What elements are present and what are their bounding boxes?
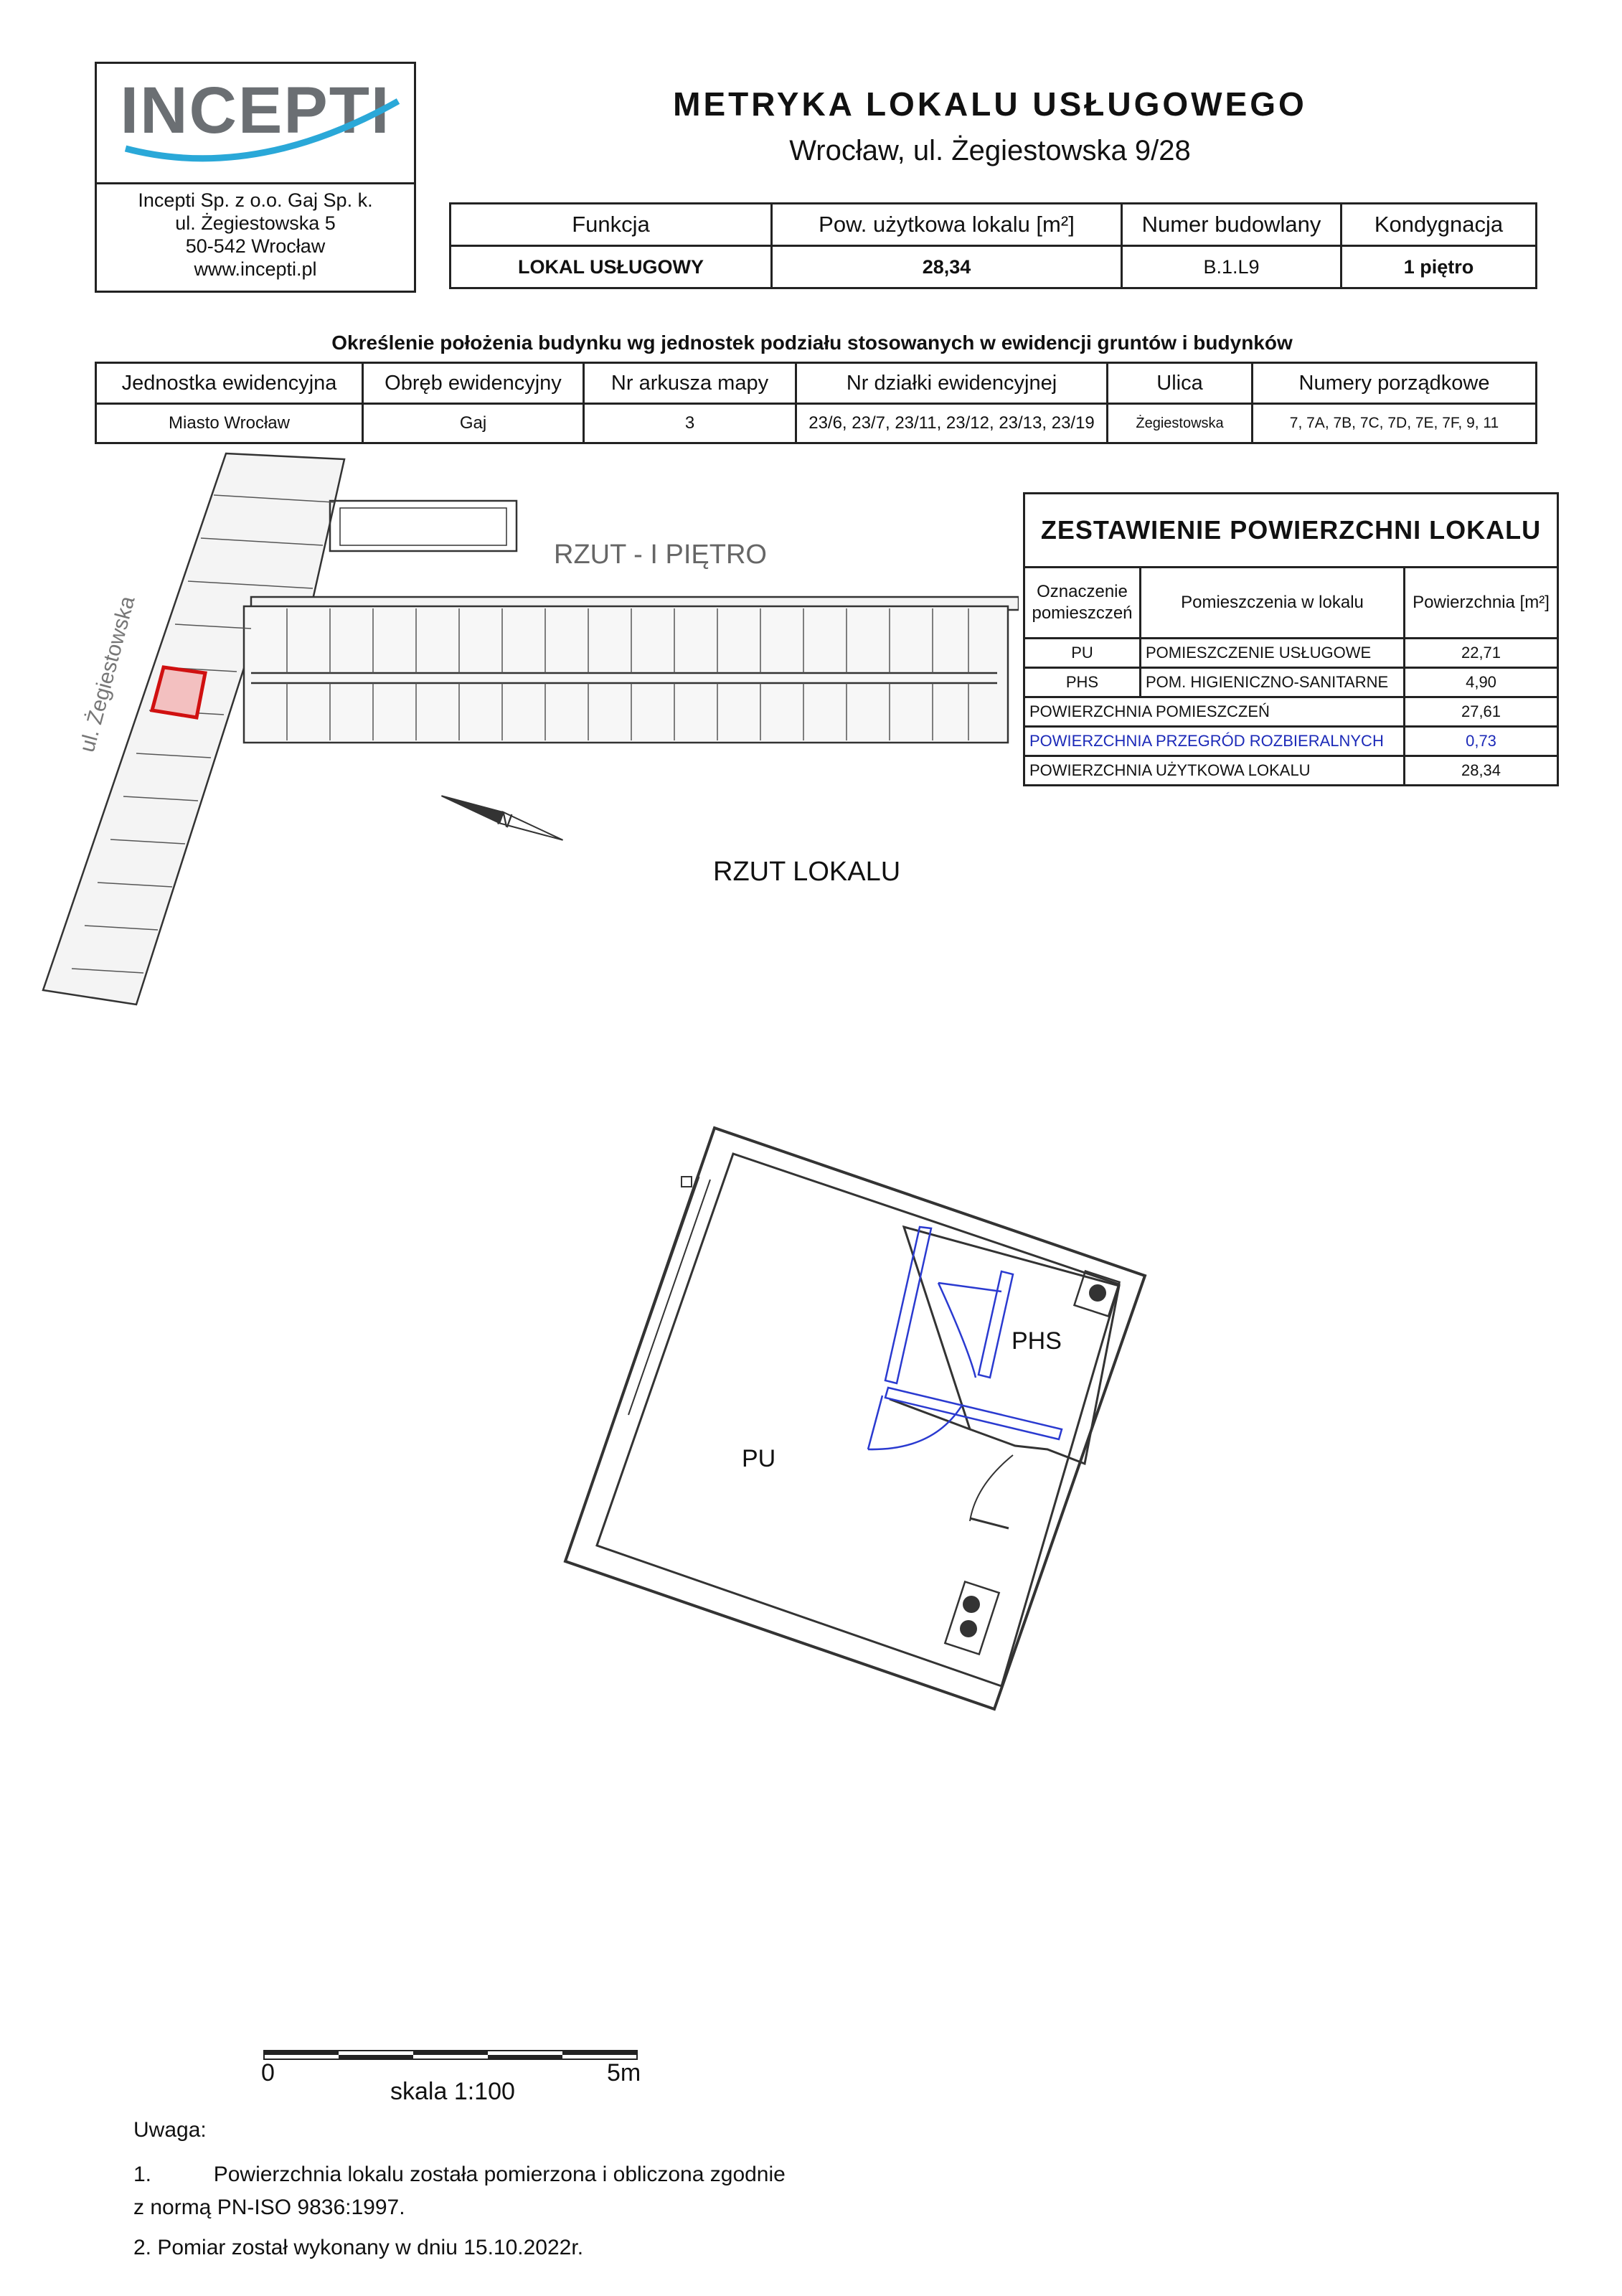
company-city: 50-542 Wrocław xyxy=(185,235,326,257)
room-label-pu: PU xyxy=(742,1445,776,1472)
company-info xyxy=(97,189,414,281)
location-plots: 23/6, 23/7, 23/11, 23/12, 23/13, 23/19 xyxy=(796,404,1108,443)
room-code: PU xyxy=(1024,639,1141,668)
total-partitions-value: 0,73 xyxy=(1405,727,1558,756)
unit-header-function: Funkcja xyxy=(451,204,772,246)
unit-header-floor: Kondygnacja xyxy=(1342,204,1537,246)
location-header-street: Ulica xyxy=(1108,363,1253,404)
unit-area: 28,34 xyxy=(772,246,1122,288)
location-numbers: 7, 7A, 7B, 7C, 7D, 7E, 7F, 9, 11 xyxy=(1253,404,1537,443)
room-label-phs: PHS xyxy=(1012,1327,1062,1355)
location-district: Gaj xyxy=(363,404,584,443)
summary-header-code: Oznaczenie pomieszczeń xyxy=(1024,568,1141,639)
total-rooms-label: POWIERZCHNIA POMIESZCZEŃ xyxy=(1024,697,1405,727)
room-area: 22,71 xyxy=(1405,639,1558,668)
location-header-unit: Jednostka ewidencyjna xyxy=(96,363,363,404)
location-header-sheet: Nr arkusza mapy xyxy=(584,363,796,404)
unit-info-table xyxy=(449,202,1537,289)
area-summary-table xyxy=(1023,492,1559,786)
location-header-numbers: Numery porządkowe xyxy=(1253,363,1537,404)
notes-title: Uwaga: xyxy=(133,2118,207,2142)
note-1-continued: z normą PN-ISO 9836:1997. xyxy=(133,2196,405,2219)
total-usable-label: POWIERZCHNIA UŻYTKOWA LOKALU xyxy=(1024,756,1405,786)
location-unit: Miasto Wrocław xyxy=(96,404,363,443)
total-row xyxy=(1024,727,1558,756)
highlighted-unit-marker xyxy=(152,667,205,718)
page-subtitle: Wrocław, ul. Żegiestowska 9/28 xyxy=(789,135,1191,166)
floor-plan-label: RZUT - I PIĘTRO xyxy=(554,540,767,570)
summary-title: ZESTAWIENIE POWIERZCHNI LOKALU xyxy=(1024,494,1558,568)
svg-text:N: N xyxy=(494,806,516,832)
scale-bar xyxy=(260,2046,647,2082)
table-row xyxy=(1024,668,1558,697)
location-header-district: Obręb ewidencyjny xyxy=(363,363,584,404)
scale-zero: 0 xyxy=(261,2059,275,2086)
building-floor-plan xyxy=(36,445,1019,1019)
notes xyxy=(133,2114,786,2264)
unit-floor-plan xyxy=(545,1105,1162,1722)
location-section-title: Określenie położenia budynku wg jednostek podziału stosowanych w ewidencji gruntów i budynków xyxy=(331,331,1293,354)
total-partitions-label: POWIERZCHNIA PRZEGRÓD ROZBIERALNYCH xyxy=(1024,727,1405,756)
note-1 xyxy=(133,2158,786,2191)
summary-header-area: Powierzchnia [m²] xyxy=(1405,568,1558,639)
company-street: ul. Żegiestowska 5 xyxy=(175,212,336,234)
note-1-number: 1. xyxy=(133,2163,152,2186)
note-1-text: Powierzchnia lokalu została pomierzona i obliczona zgodnie xyxy=(213,2163,786,2186)
ventilation-shaft-icon xyxy=(945,1581,999,1654)
total-rooms-value: 27,61 xyxy=(1405,697,1558,727)
unit-header-area: Pow. użytkowa lokalu [m²] xyxy=(772,204,1122,246)
room-area: 4,90 xyxy=(1405,668,1558,697)
room-code: PHS xyxy=(1024,668,1141,697)
logo-box xyxy=(95,62,416,293)
incepti-logo xyxy=(97,64,414,182)
table-row xyxy=(1024,639,1558,668)
street-label: ul. Żegiestowska xyxy=(75,593,140,755)
unit-header-number: Numer budowlany xyxy=(1122,204,1342,246)
unit-floor: 1 piętro xyxy=(1342,246,1537,288)
location-table xyxy=(95,362,1537,444)
page-title: METRYKA LOKALU USŁUGOWEGO xyxy=(673,85,1307,123)
scale-label: skala 1:100 xyxy=(390,2078,515,2105)
logo-text: INCEPTI xyxy=(120,74,391,147)
unit-number: B.1.L9 xyxy=(1122,246,1342,288)
summary-header-room: Pomieszczenia w lokalu xyxy=(1141,568,1405,639)
unit-plan-label: RZUT LOKALU xyxy=(713,857,901,887)
total-row xyxy=(1024,756,1558,786)
logo-area xyxy=(97,64,414,184)
scale-five: 5m xyxy=(607,2059,641,2086)
room-name: POMIESZCZENIE USŁUGOWE xyxy=(1141,639,1405,668)
room-name: POM. HIGIENICZNO-SANITARNE xyxy=(1141,668,1405,697)
company-name: Incepti Sp. z o.o. Gaj Sp. k. xyxy=(138,189,373,211)
unit-function: LOKAL USŁUGOWY xyxy=(451,246,772,288)
total-row xyxy=(1024,697,1558,727)
total-usable-value: 28,34 xyxy=(1405,756,1558,786)
location-header-plot: Nr działki ewidencyjnej xyxy=(796,363,1108,404)
location-street: Żegiestowska xyxy=(1108,404,1253,443)
location-sheet: 3 xyxy=(584,404,796,443)
note-2: 2. Pomiar został wykonany w dniu 15.10.2022r. xyxy=(133,2236,584,2259)
north-arrow-icon xyxy=(438,786,567,851)
company-website[interactable]: www.incepti.pl xyxy=(194,258,317,280)
